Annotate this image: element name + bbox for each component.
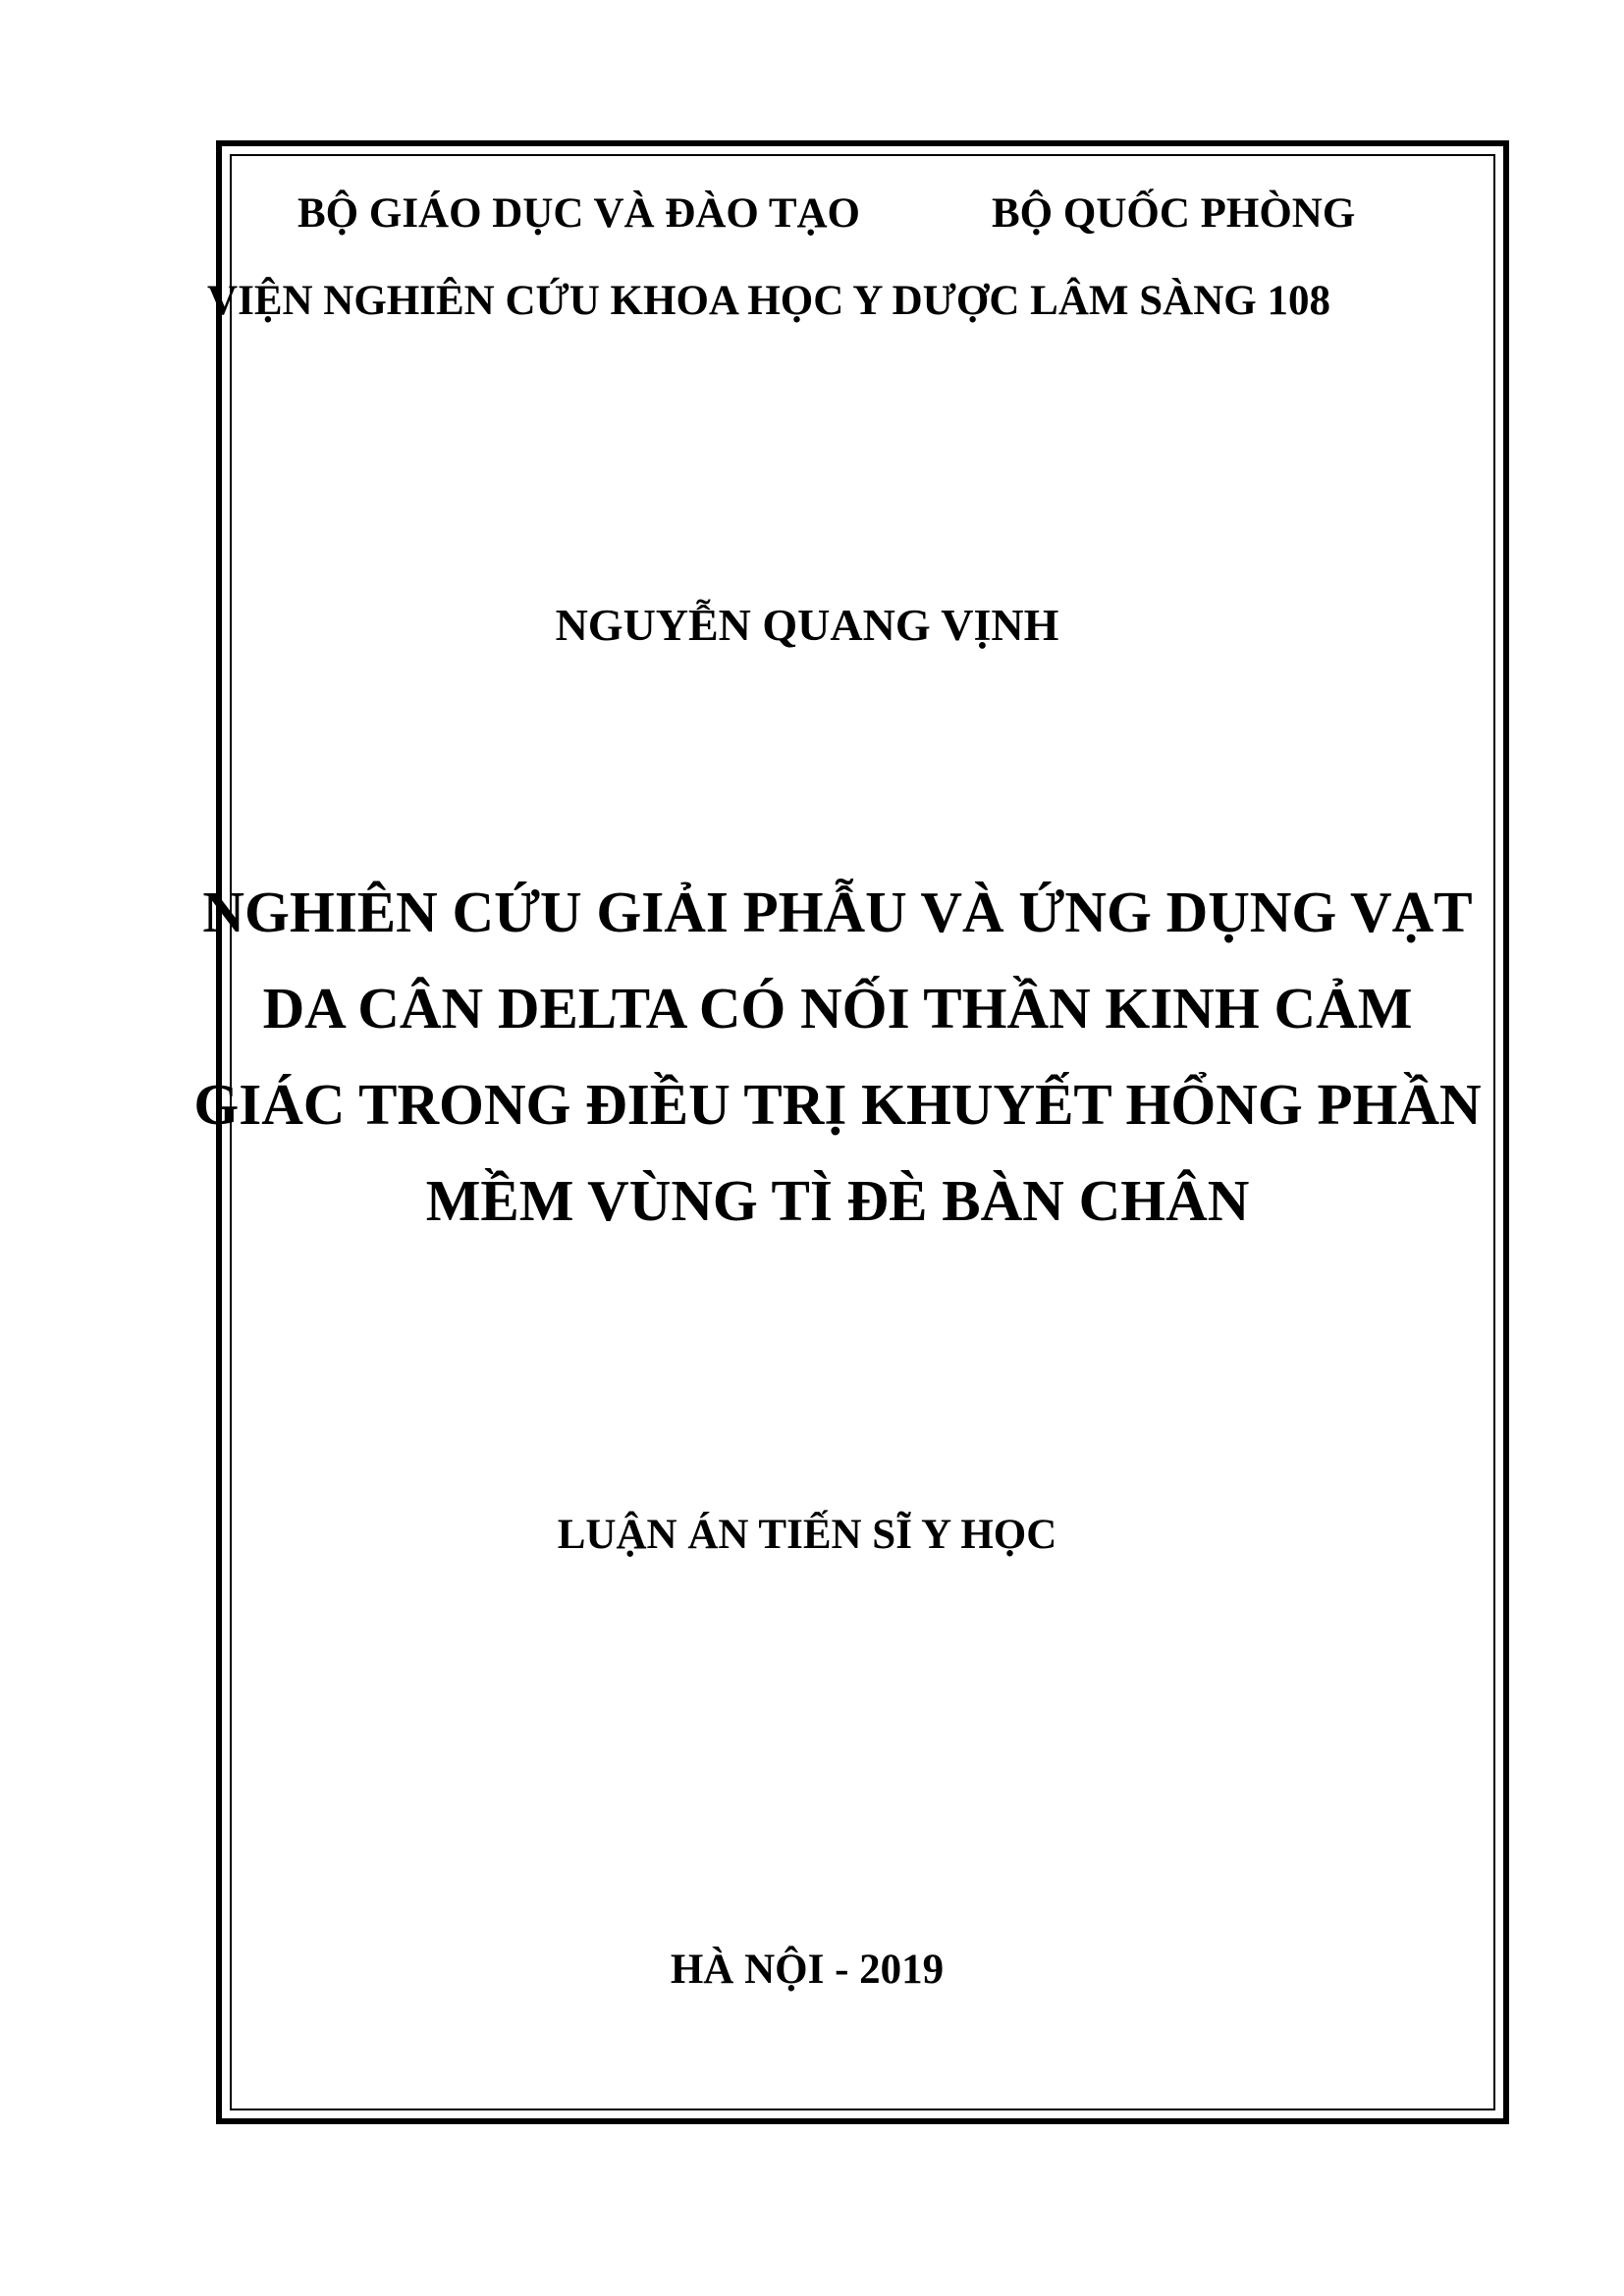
thesis-title-line: MỀM VÙNG TÌ ĐÈ BÀN CHÂN [425, 1168, 1250, 1233]
institute-name: VIỆN NGHIÊN CỨU KHOA HỌC Y DƯỢC LÂM SÀNG 108 [207, 278, 1330, 324]
thesis-title-line: NGHIÊN CỨU GIẢI PHẪU VÀ ỨNG DỤNG VẠT [202, 880, 1473, 944]
degree-type: LUẬN ÁN TIẾN SĨ Y HỌC [557, 1512, 1057, 1558]
author-name: NGUYỄN QUANG VỊNH [555, 600, 1059, 650]
ministry-defense: BỘ QUỐC PHÒNG [992, 190, 1356, 237]
thesis-title [0, 864, 1624, 1249]
thesis-title-line: GIÁC TRONG ĐIỀU TRỊ KHUYẾT HỔNG PHẦN [193, 1072, 1482, 1137]
ministry-education: BỘ GIÁO DỤC VÀ ĐÀO TẠO [298, 190, 861, 237]
thesis-title-line: DA CÂN DELTA CÓ NỐI THẦN KINH CẢM [262, 976, 1413, 1041]
place-and-year: HÀ NỘI - 2019 [670, 1947, 945, 1993]
